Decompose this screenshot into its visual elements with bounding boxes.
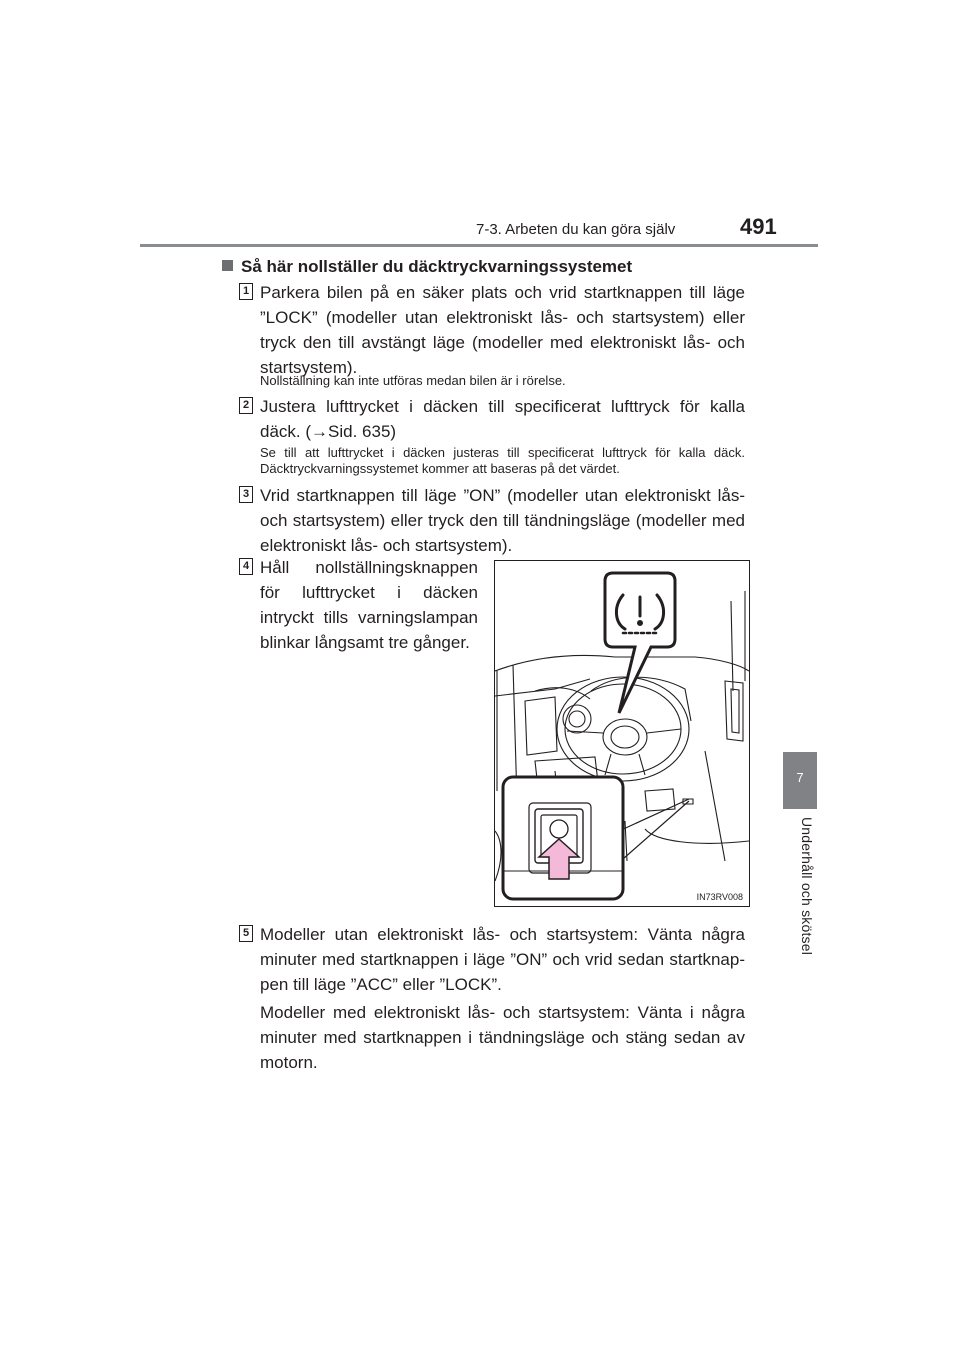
dashboard-illustration (494, 560, 750, 907)
step-4-text: Håll nollställningsknappen för lufttrycket i däcken intryckt tills varningslampan blinkar långsamt tre gånger. (260, 558, 478, 652)
section-marker-icon (222, 260, 233, 271)
step-number-2: 2 (239, 397, 253, 414)
step-3-text: Vrid startknappen till läge ”ON” (modeller utan elektroniskt lås- och startsystem) eller tryck den till tändningsläge (modeller med elektroniskt lås- och startsystem). (260, 486, 745, 555)
chapter-title: Underhåll och skötsel (799, 817, 815, 956)
section-title (222, 257, 632, 277)
chapter-tab (783, 752, 817, 809)
step-number-5: 5 (239, 925, 253, 942)
step-2-note: Se till att lufttrycket i däcken justeras till specificerat lufttryck för kalla däck. Däcktryckvarningssystemet kommer att baseras på det värdet. (260, 445, 745, 476)
step-2-text: Justera lufttrycket i däcken till specificerat lufttryck för kalla däck. (→Sid. 635) (260, 397, 745, 441)
header-rule (140, 244, 818, 247)
step-5-text-2: Modeller med elektroniskt lås- och startsystem: Vänta i några minuter med startknappen i tändningsläge och stäng sedan av motorn. (260, 1003, 745, 1072)
figure-code: IN73RV008 (696, 892, 743, 902)
step-1-text: Parkera bilen på en säker plats och vrid startknappen till läge ”LOCK” (modeller utan elektroniskt lås- och startsystem) eller tryck den till avstängt läge (modeller med elektroniskt lås- och startsystem). (260, 283, 745, 377)
step-1-note: Nollställning kan inte utföras medan bilen är i rörelse. (260, 373, 566, 388)
page-number: 491 (740, 214, 777, 239)
chapter-number: 7 (796, 770, 804, 785)
dashboard-drawing (495, 561, 749, 906)
section-title-text: Så här nollställer du däcktryckvarningssystemet (241, 257, 633, 276)
step-number-4: 4 (239, 558, 253, 575)
set-button-inset (503, 777, 623, 899)
header-section-title: 7-3. Arbeten du kan göra själv (476, 221, 676, 238)
step-number-1: 1 (239, 283, 253, 300)
warning-callout (605, 573, 675, 713)
step-5-text: Modeller utan elektroniskt lås- och startsystem: Vänta några minuter med startknappen i läge ”ON” och vrid sedan startknap-pen till läge ”ACC” eller ”LOCK”. (260, 925, 745, 994)
step-number-3: 3 (239, 486, 253, 503)
